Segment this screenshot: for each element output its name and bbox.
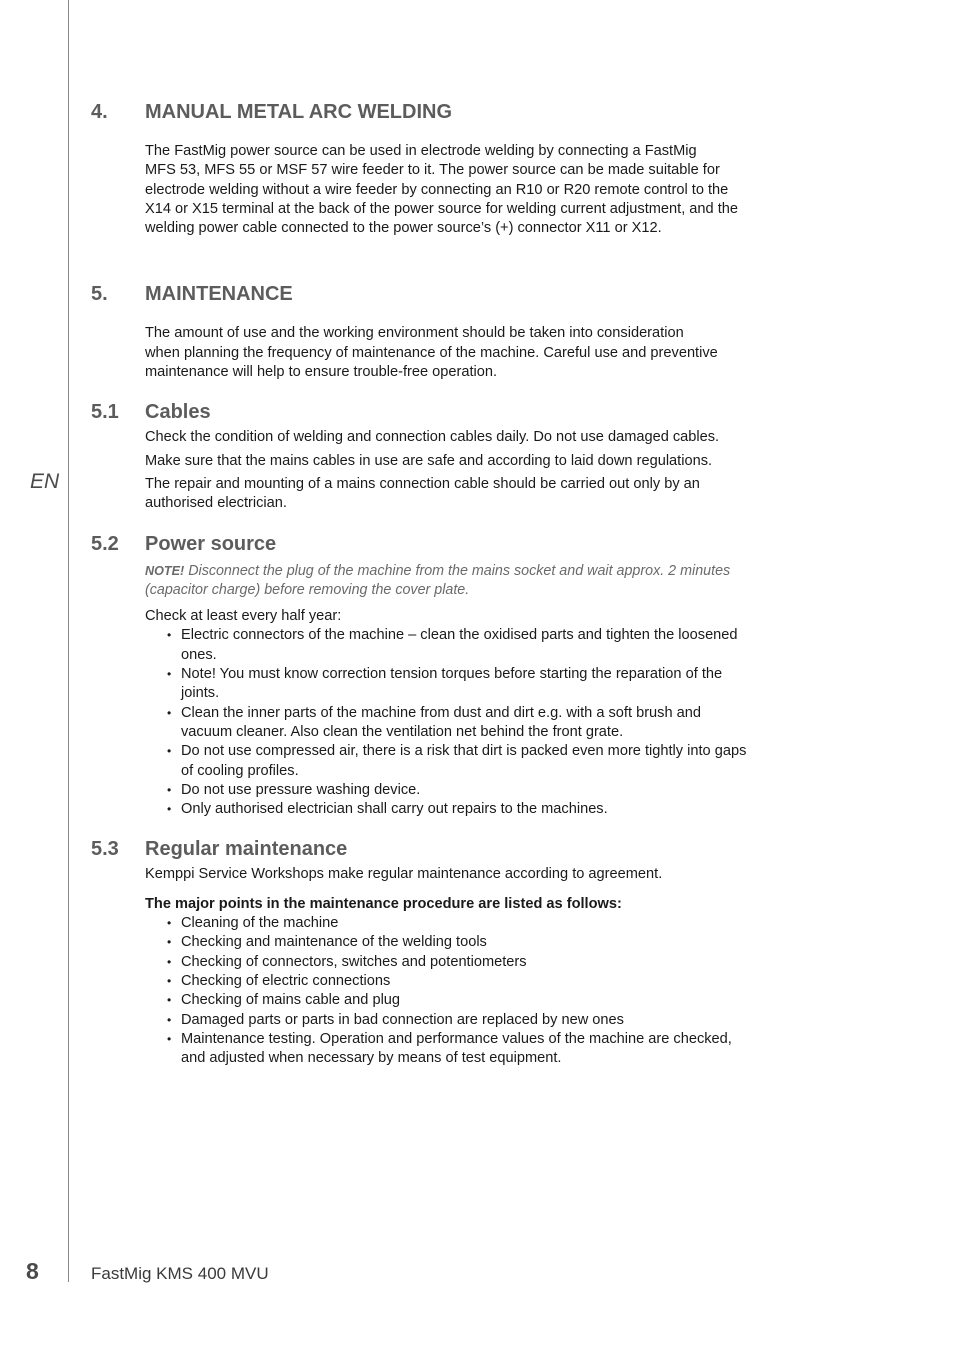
list-item [145,953,771,972]
list-item [145,991,771,1010]
section-number: 4. [91,101,108,123]
text-line: • Clean the inner parts of the machine from dust and dirt e.g. with a soft brush and [181,704,701,721]
note-tag: NOTE! [145,563,185,578]
list-item [145,781,771,800]
section-title: Power source [145,532,277,555]
section-number: 5.2 [91,532,119,555]
text-line: • Checking of electric connections [181,972,391,989]
text-line: X14 or X15 terminal at the back of the power source for welding current adjustment, and the [145,200,738,217]
page-content [91,98,771,1068]
text-line: • Do not use compressed air, there is a risk that dirt is packed even more tightly into gaps [181,743,747,760]
section-number: 5.1 [91,401,119,424]
text-line: • Checking and maintenance of the welding tools [181,934,487,951]
text-line: and adjusted when necessary by means of test equipment. [181,1050,562,1067]
section-5-1-heading [91,398,771,426]
section-4-body [145,142,771,238]
text-line: The amount of use and the working environment should be taken into consideration [145,325,684,342]
list-item [145,972,771,991]
section-number: 5.3 [91,838,119,861]
text-line: of cooling profiles. [181,762,299,779]
section-title: Regular maintenance [145,838,348,861]
text-line: ones. [181,646,217,663]
section-5-3-body [145,865,771,1068]
text-line: • Checking of mains cable and plug [181,992,401,1009]
language-tab: EN [30,470,60,493]
text-line: Kemppi Service Workshops make regular maintenance according to agreement. [145,866,663,883]
section-title: Cables [145,401,211,424]
text-line: • Do not use pressure washing device. [181,781,421,798]
text-line: • Electric connectors of the machine – clean the oxidised parts and tighten the loosened [181,627,738,644]
note-block [145,562,771,601]
section-5-1-body [145,428,771,513]
list-item [145,800,771,819]
list-item [145,665,771,704]
text-line: • Damaged parts or parts in bad connection are replaced by new ones [181,1011,624,1028]
text-line: • Maintenance testing. Operation and performance values of the machine are checked, [181,1030,732,1047]
section-5-body [145,324,771,382]
text-line: • Checking of connectors, switches and potentiometers [181,953,527,970]
text-line: welding power cable connected to the power source’s (+) connector X11 or X12. [145,220,662,237]
page-number: 8 [26,1258,39,1284]
list-lead: The major points in the maintenance procedure are listed as follows: [145,895,622,912]
text-line: • Cleaning of the machine [181,915,339,932]
section-title: MAINTENANCE [145,283,293,306]
section-number: 5. [91,283,108,306]
text-line: authorised electrician. [145,495,287,512]
section-5-heading [91,280,771,308]
section-5-3-heading [91,835,771,863]
text-line: The repair and mounting of a mains connection cable should be carried out only by an [145,475,700,492]
list-item [145,742,771,781]
margin-rule [68,0,69,1282]
text-line: Make sure that the mains cables in use are safe and according to laid down regulations. [145,452,713,469]
text-line: MFS 53, MFS 55 or MSF 57 wire feeder to it. The power source can be made suitable for [145,162,720,179]
bullet-list [145,914,771,1068]
list-item [145,626,771,665]
text-line: joints. [181,685,220,702]
text-line: The FastMig power source can be used in electrode welding by connecting a FastMig [145,143,697,159]
list-item [145,1011,771,1030]
text-line: maintenance will help to ensure trouble-free operation. [145,364,498,381]
section-title: MANUAL METAL ARC WELDING [145,101,453,123]
list-item [145,914,771,933]
list-item [145,1030,771,1069]
section-4-heading [91,98,771,126]
text-line: Check the condition of welding and connection cables daily. Do not use damaged cables. [145,429,720,446]
text-line: Disconnect the plug of the machine from the mains socket and wait approx. 2 minutes [188,562,731,579]
list-item [145,704,771,743]
text-line: Check at least every half year: [145,608,342,625]
list-item [145,933,771,952]
text-line: electrode welding without a wire feeder by connecting an R10 or R20 remote control to the [145,181,729,198]
section-5-2-heading [91,530,771,558]
text-line: vacuum cleaner. Also clean the ventilation net behind the front grate. [181,723,624,740]
section-5-2-body [145,562,771,820]
text-line: • Note! You must know correction tension torques before starting the reparation of the [181,666,723,683]
footer-product-title: FastMig KMS 400 MVU [91,1264,269,1283]
text-line: • Only authorised electrician shall carry out repairs to the machines. [181,801,608,818]
text-line: when planning the frequency of maintenance of the machine. Careful use and preventive [145,344,718,361]
text-line: (capacitor charge) before removing the cover plate. [145,581,470,598]
bullet-list [145,626,771,819]
